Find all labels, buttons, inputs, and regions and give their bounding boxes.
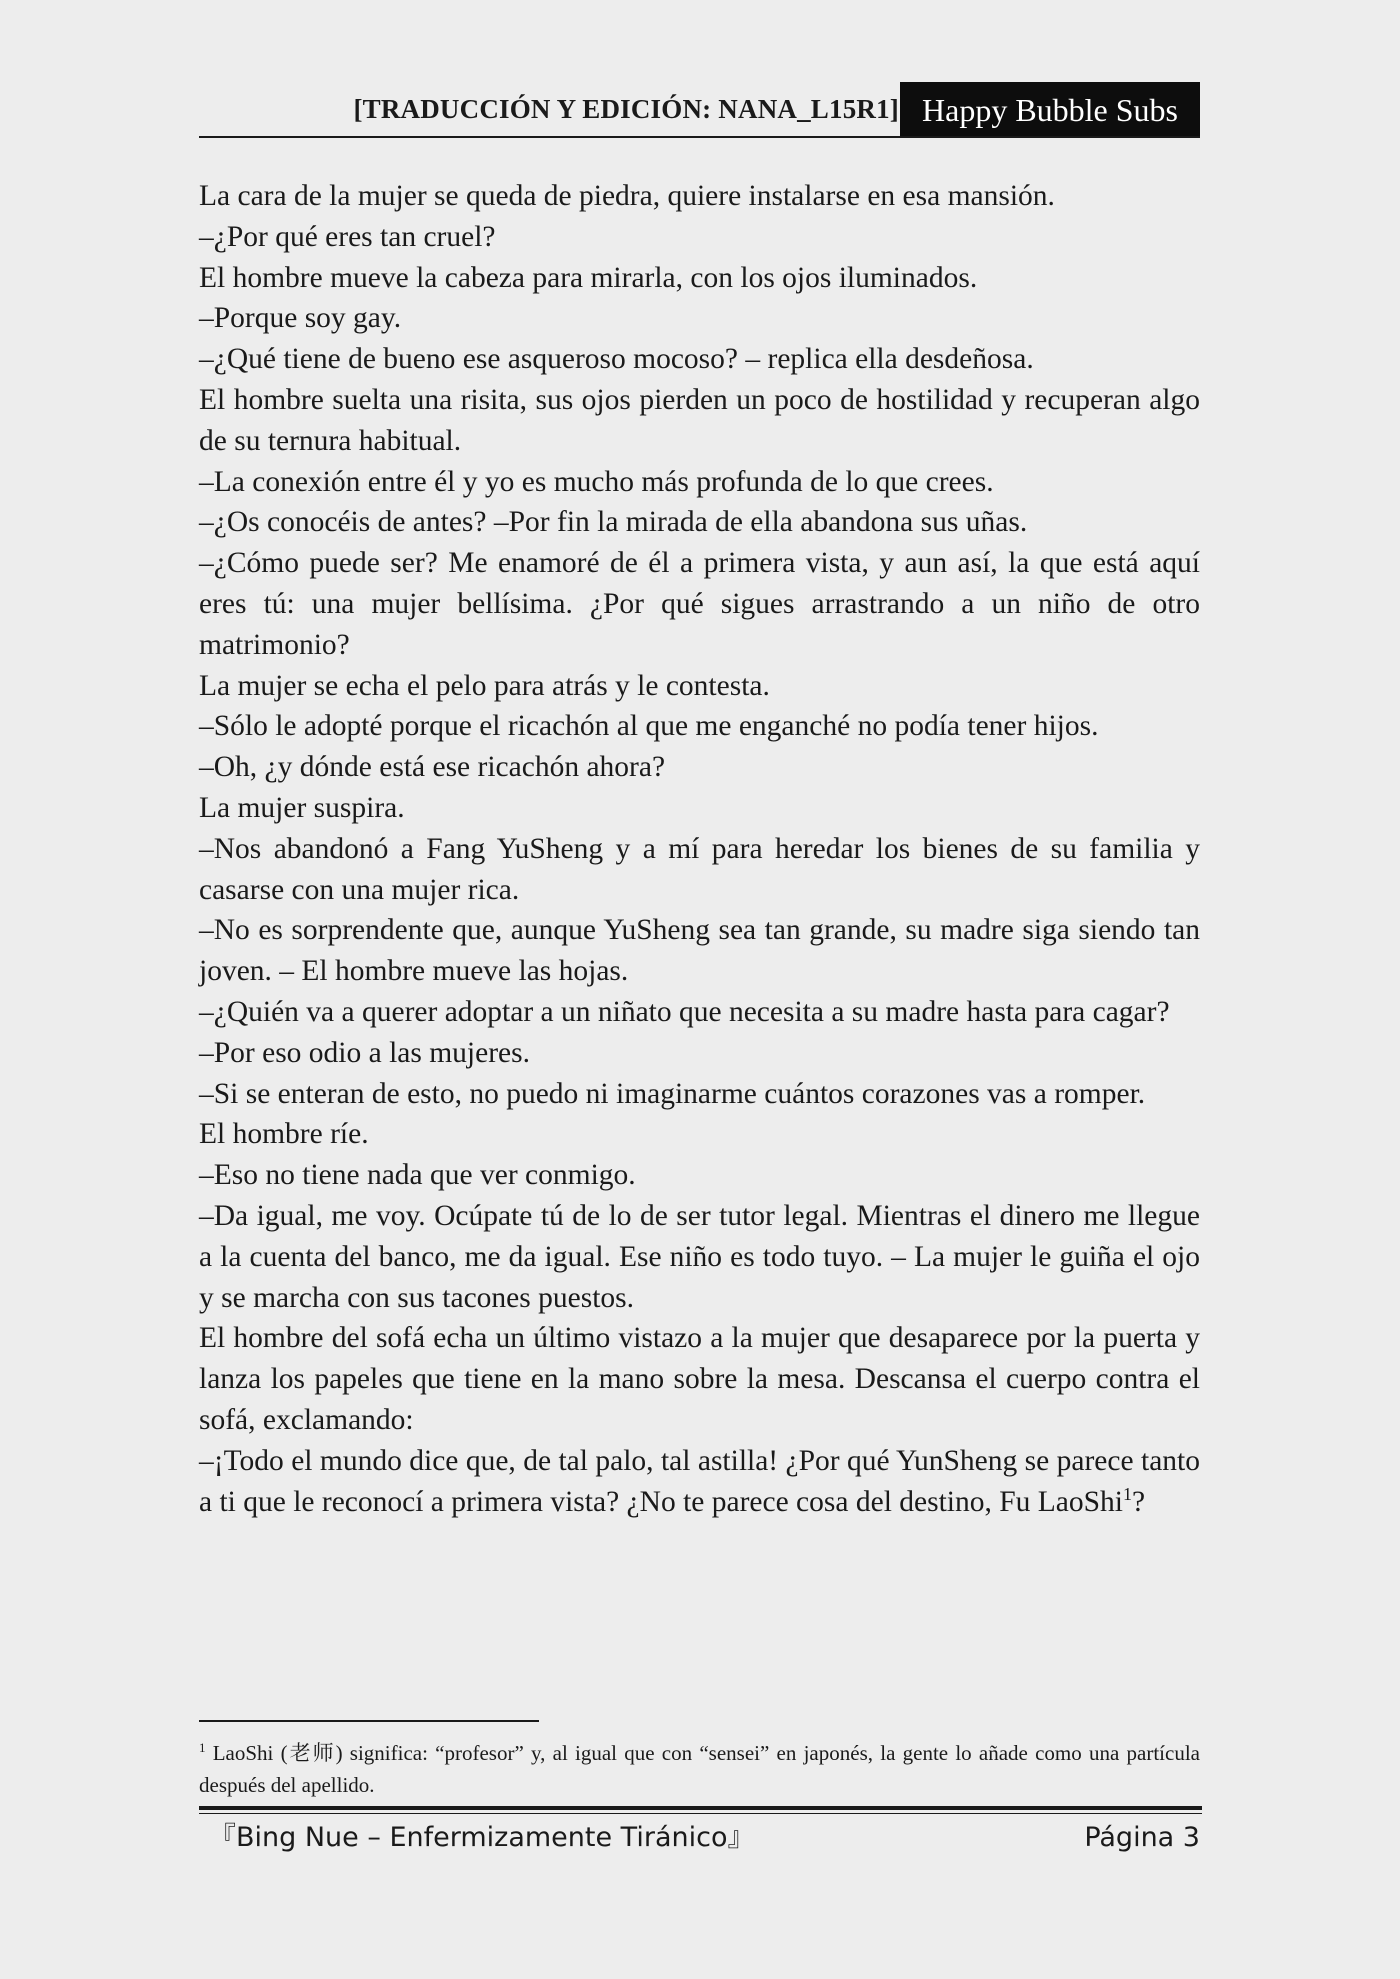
paragraph: –¿Quién va a querer adoptar a un niñato que necesita a su madre hasta para cagar? xyxy=(199,995,1170,1028)
paragraph: –¿Os conocéis de antes? –Por fin la mirada de ella abandona sus uñas. xyxy=(199,506,1028,539)
page-number: Página 3 xyxy=(1084,1822,1200,1853)
paragraph: –No es sorprendente que, aunque YuSheng sea tan grande, su madre siga siendo tan joven. – El hombre mueve las hojas. xyxy=(199,914,1200,988)
footnote-marker: 1 xyxy=(199,1740,206,1755)
last-paragraph xyxy=(199,1441,1200,1523)
paragraph: –Eso no tiene nada que ver conmigo. xyxy=(199,1159,636,1192)
paragraph: La mujer suspira. xyxy=(199,791,405,824)
paragraph: –Oh, ¿y dónde está ese ricachón ahora? xyxy=(199,751,666,784)
paragraph: –Da igual, me voy. Ocúpate tú de lo de ser tutor legal. Mientras el dinero me llegue a la cuenta del banco, me da igual. Ese niño es todo tuyo. – La mujer le guiña el ojo y se marcha con sus tacones puestos. xyxy=(199,1199,1200,1314)
paragraph: –La conexión entre él y yo es mucho más profunda de lo que crees. xyxy=(199,465,994,498)
paragraph: La mujer se echa el pelo para atrás y le contesta. xyxy=(199,669,770,702)
footnote-divider xyxy=(199,1720,539,1722)
paragraph: –Sólo le adopté porque el ricachón al que me enganché no podía tener hijos. xyxy=(199,710,1099,743)
paragraph: –Por eso odio a las mujeres. xyxy=(199,1036,530,1069)
paragraph: El hombre mueve la cabeza para mirarla, con los ojos iluminados. xyxy=(199,261,978,294)
footer-divider-thick xyxy=(199,1806,1202,1810)
body-text xyxy=(199,176,1200,1522)
translation-credit: [TRADUCCIÓN Y EDICIÓN: NANA_L15R1] xyxy=(353,94,899,124)
paragraph: –Si se enteran de esto, no puedo ni imaginarme cuántos corazones vas a romper. xyxy=(199,1077,1146,1110)
paragraph: –¿Cómo puede ser? Me enamoré de él a primera vista, y aun así, la que está aquí eres tú: una mujer bellísima. ¿Por qué sigues arrastrando a un niño de otro matrimonio? xyxy=(199,547,1200,661)
footnote xyxy=(199,1737,1200,1801)
header-divider xyxy=(199,136,1200,138)
group-brand-badge: Happy Bubble Subs xyxy=(900,82,1200,138)
footnote-text: LaoShi (老师) significa: “profesor” y, al igual que con “sensei” en japonés, la gente lo añade como una partícula después del apellido. xyxy=(199,1741,1200,1797)
paragraph: El hombre ríe. xyxy=(199,1118,369,1151)
paragraph: –Nos abandonó a Fang YuSheng y a mí para heredar los bienes de su familia y casarse con una mujer rica. xyxy=(199,832,1200,906)
paragraph: El hombre del sofá echa un último vistazo a la mujer que desaparece por la puerta y lanza los papeles que tiene en la mano sobre la mesa. Descansa el cuerpo contra el sofá, exclamando: xyxy=(199,1322,1200,1436)
page-header xyxy=(199,82,1200,138)
paragraph: El hombre suelta una risita, sus ojos pierden un poco de hostilidad y recuperan algo de su ternura habitual. xyxy=(199,383,1200,457)
paragraph: –¿Por qué eres tan cruel? xyxy=(199,220,496,253)
paragraph-tail: ? xyxy=(1131,1485,1146,1518)
paragraph: –Porque soy gay. xyxy=(199,302,402,335)
paragraph-text: –¡Todo el mundo dice que, de tal palo, tal astilla! ¿Por qué YunSheng se parece tanto a ti que le reconocí a primera vista? ¿No te parece cosa del destino, Fu LaoShi xyxy=(199,1444,1200,1518)
paragraph: La cara de la mujer se queda de piedra, quiere instalarse en esa mansión. xyxy=(199,180,1055,212)
footer-divider-thin xyxy=(199,1813,1202,1814)
paragraph: –¿Qué tiene de bueno ese asqueroso mocoso? – replica ella desdeñosa. xyxy=(199,343,1034,376)
footnote-reference[interactable]: 1 xyxy=(1122,1483,1132,1504)
footer-book-title: 『Bing Nue – Enfermizamente Tiránico』 xyxy=(209,1822,755,1853)
